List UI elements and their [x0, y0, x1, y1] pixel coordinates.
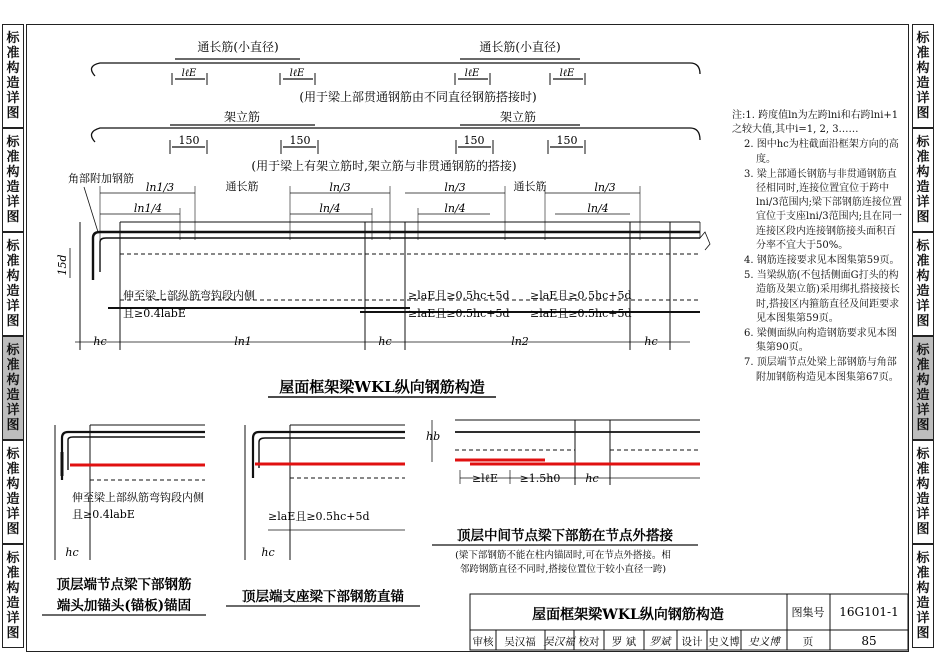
detail-b-text: ≥laE且≥0.5hc+5d — [268, 510, 370, 523]
notes-block — [732, 109, 902, 386]
detail-a-hc: hc — [65, 546, 79, 559]
side-tab-4[interactable]: 标 准 构 造 详 图 — [2, 336, 24, 440]
ln-quarter-label-3: ln/4 — [587, 202, 609, 215]
corner-bar-label: 角部附加钢筋 — [68, 172, 134, 185]
lae-text-left-1: ≥laE且≥0.5hc+5d — [408, 289, 510, 302]
dim-150-1: 150 — [178, 134, 200, 147]
ln1-third-label: ln1/3 — [145, 181, 175, 194]
checker-name: 罗 斌 — [611, 636, 637, 648]
detail-c-sub-1: (梁下部钢筋不能在柱内锚固时,可在节点外搭接。相 — [455, 550, 671, 561]
reviewer-signature: 吴汉福 — [543, 636, 575, 648]
check-label: 校对 — [578, 636, 600, 648]
lap-le-label-3: lℓE — [464, 68, 480, 79]
anchor-text-1: 伸至梁上部纵筋弯钩段内侧 — [123, 289, 255, 302]
ln-quarter-label-2: ln/4 — [444, 202, 466, 215]
lap-le-label-2: lℓE — [289, 68, 305, 79]
main-beam-elevation — [70, 186, 710, 350]
side-tab-5[interactable]: 标 准 构 造 详 图 — [912, 440, 934, 544]
detail-c-le: ≥lℓE — [471, 472, 499, 485]
lae-text-left-2: ≥laE且≥0.5hc+5d — [408, 307, 510, 320]
side-tab-3[interactable]: 标 准 构 造 详 图 — [912, 232, 934, 336]
side-tab-4[interactable]: 标 准 构 造 详 图 — [912, 336, 934, 440]
note-item: 2. 图中hc为柱截面沿框架方向的高度。 — [744, 139, 899, 165]
dim-150-4: 150 — [556, 134, 578, 147]
reviewer-name: 吴汉福 — [504, 636, 536, 648]
detail-a-text-1: 伸至梁上部纵筋弯钩段内侧 — [72, 491, 204, 504]
note-item: 3. 梁上部通长钢筋与非贯通钢筋直径相同时,连接位置宜位于跨中lni/3范围内;梁下部钢筋连接位置宜位于支座lni/3范围内;且在同一连接区段内连接钢筋接头面积百分率不宜大于50%。 — [744, 168, 902, 251]
detail-a-text-2: 且≥0.4labE — [72, 508, 135, 521]
title-block-title: 屋面框架梁WKL纵向钢筋构造 — [532, 607, 724, 623]
through-small-left-label: 通长筋(小直径) — [197, 40, 279, 54]
15d-label: 15d — [56, 254, 69, 276]
designer-name: 史义博 — [708, 636, 740, 648]
checker-signature: 罗斌 — [649, 636, 671, 648]
side-tab-6[interactable]: 标 准 构 造 详 图 — [2, 544, 24, 648]
detail-a-title-1: 顶层端节点梁下部钢筋 — [56, 577, 192, 593]
detail-c-hb: hb — [426, 430, 441, 443]
lae-text-right-1: ≥laE且≥0.5hc+5d — [530, 289, 632, 302]
dim-150-3: 150 — [463, 134, 485, 147]
detail-b-title: 顶层端支座梁下部钢筋直锚 — [242, 589, 404, 605]
page-number: 85 — [861, 634, 877, 648]
side-tab-2[interactable]: 标 准 构 造 详 图 — [2, 128, 24, 232]
side-tab-5[interactable]: 标 准 构 造 详 图 — [2, 440, 24, 544]
top-note-2: (用于梁上有架立筋时,架立筋与非贯通钢筋的搭接) — [251, 159, 517, 173]
hc-label-2: hc — [378, 335, 392, 348]
ln-third-label-2: ln/3 — [444, 181, 466, 194]
detail-c-title: 顶层中间节点梁下部筋在节点外搭接 — [457, 528, 673, 544]
through-bar-label-2: 通长筋 — [513, 180, 547, 193]
page-label: 页 — [802, 636, 814, 648]
detail-b-hc: hc — [261, 546, 275, 559]
hc-label-3: hc — [644, 335, 658, 348]
detail-c-sub-2: 邻跨钢筋直径不同时,搭接位置位于较小直径一跨) — [459, 564, 667, 575]
side-tab-2[interactable]: 标 准 构 造 详 图 — [912, 128, 934, 232]
side-tab-6[interactable]: 标 准 构 造 详 图 — [912, 544, 934, 648]
top-note-1: (用于梁上部贯通钢筋由不同直径钢筋搭接时) — [299, 90, 537, 104]
note-item: 7. 顶层端节点处梁上部钢筋与角部附加钢筋构造见本图集第67页。 — [744, 357, 899, 383]
detail-c-h0: ≥1.5h0 — [519, 472, 561, 485]
atlas-label: 图集号 — [791, 606, 825, 619]
side-tab-1[interactable]: 标 准 构 造 详 图 — [912, 24, 934, 128]
anchor-text-2: 且≥0.4labE — [123, 307, 186, 320]
review-label: 审核 — [472, 636, 494, 648]
frame-bar-right-label: 架立筋 — [499, 110, 537, 124]
lap-le-label-1: lℓE — [181, 68, 197, 79]
main-title: 屋面框架梁WKL纵向钢筋构造 — [279, 378, 485, 396]
through-bar-label-1: 通长筋 — [225, 180, 259, 193]
ln1-quarter-label: ln1/4 — [133, 202, 163, 215]
detail-a-title-2: 端头加锚头(锚板)锚固 — [56, 598, 192, 614]
ln1-label: ln1 — [234, 335, 252, 348]
frame-bar-left-label: 架立筋 — [223, 110, 261, 124]
ln-third-label-3: ln/3 — [594, 181, 616, 194]
detail-b-drawing — [245, 425, 405, 560]
note-item: 5. 当梁纵筋(不包括侧面G打头的构造筋及架立筋)采用绑扎搭接接长时,搭接区内箍筋直径及间距要求见本图集第59页。 — [744, 270, 900, 324]
hc-label-1: hc — [93, 335, 107, 348]
side-tab-3[interactable]: 标 准 构 造 详 图 — [2, 232, 24, 336]
lae-text-right-2: ≥laE且≥0.5hc+5d — [530, 307, 632, 320]
detail-c-hc: hc — [585, 472, 599, 485]
atlas-number: 16G101-1 — [839, 605, 899, 619]
note-item: 注:1. 跨度值ln为左跨lni和右跨lni+1之较大值,其中i=1, 2, 3…… — [732, 110, 899, 136]
side-tab-1[interactable]: 标 准 构 造 详 图 — [2, 24, 24, 128]
designer-signature: 史义博 — [748, 636, 780, 648]
ln-quarter-label-1: ln/4 — [319, 202, 341, 215]
lap-le-label-4: lℓE — [559, 68, 575, 79]
note-item: 4. 钢筋连接要求见本图集第59页。 — [744, 255, 900, 267]
design-label: 设计 — [681, 636, 703, 648]
ln-third-label-1: ln/3 — [329, 181, 351, 194]
ln2-label: ln2 — [511, 335, 529, 348]
note-item: 6. 梁侧面纵向构造钢筋要求见本图集第90页。 — [744, 328, 897, 354]
through-small-right-label: 通长筋(小直径) — [479, 40, 561, 54]
dim-150-2: 150 — [289, 134, 311, 147]
